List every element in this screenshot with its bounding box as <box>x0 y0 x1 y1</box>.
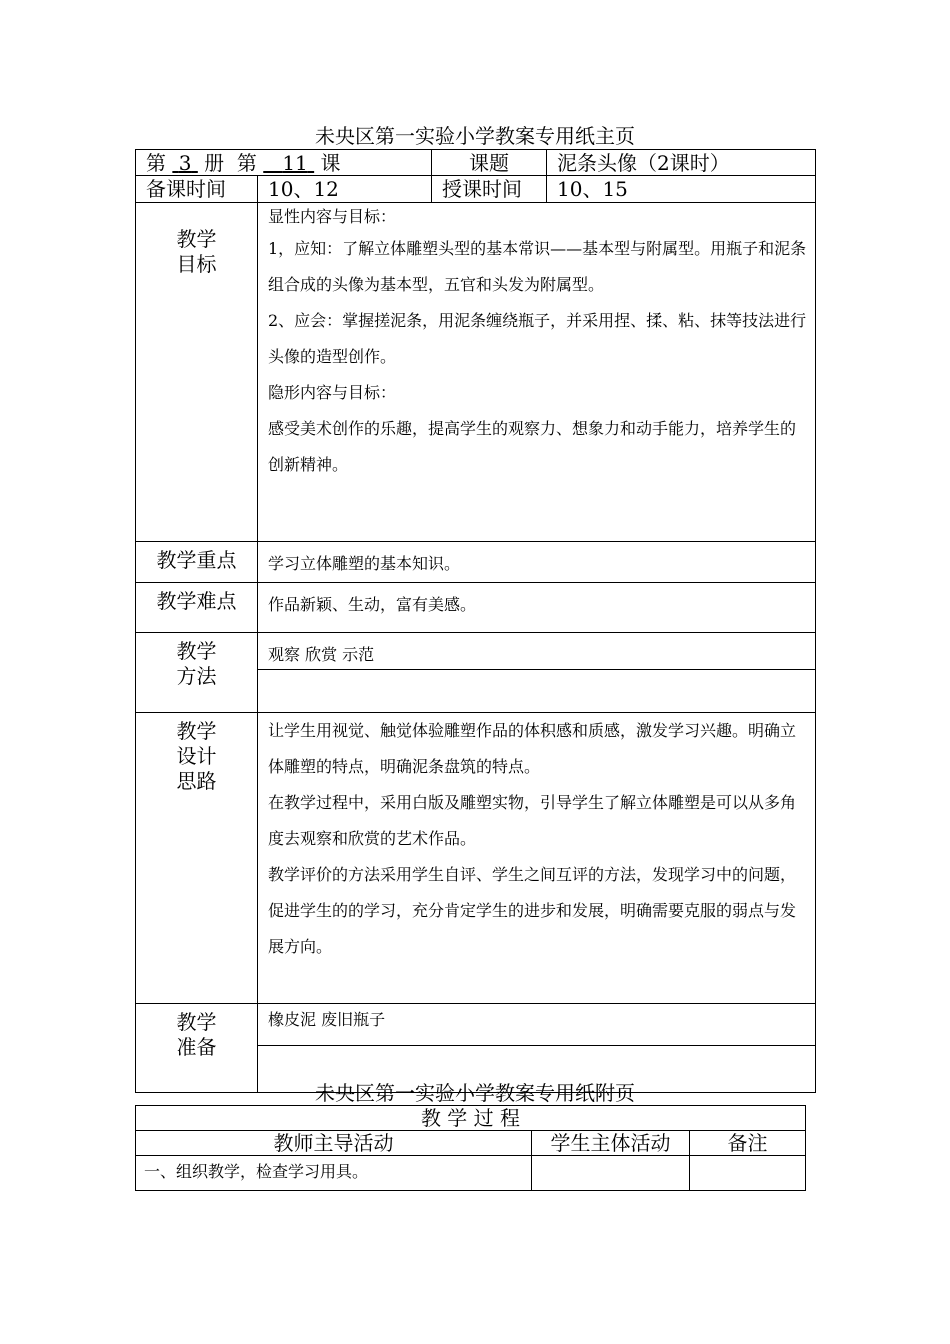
topic-value: 泥条头像（2课时） <box>547 150 816 176</box>
design-row <box>136 713 816 1004</box>
student-activity-1 <box>532 1156 690 1191</box>
process-heading: 教 学 过 程 <box>136 1106 806 1131</box>
prep-time-value: 10、12 <box>258 176 432 203</box>
goals-line: 隐形内容与目标： <box>268 383 397 402</box>
teach-time-label: 授课时间 <box>432 176 547 203</box>
prep-label: 教学 准备 <box>136 1004 258 1093</box>
sub-title: 未央区第一实验小学教案专用纸附页 <box>315 1081 635 1105</box>
design-line: 教学评价的方法采用学生自评、学生之间互评的方法，发现学习中的问题，促进学生的的学习，充分肯定学生的进步和发展，明确需要克服的弱点与发展方向。 <box>268 865 797 956</box>
goals-line: 2、应会：掌握搓泥条，用泥条缠绕瓶子，并采用捏、揉、粘、抹等技法进行头像的造型创作。 <box>268 311 807 366</box>
design-line: 让学生用视觉、触觉体验雕塑作品的体积感和质感，激发学习兴趣。明确立体雕塑的特点，明确泥条盘筑的特点。 <box>268 721 797 776</box>
goals-row <box>136 203 816 542</box>
method-empty-cell <box>258 670 816 713</box>
key-point-value: 学习立体雕塑的基本知识。 <box>258 542 816 583</box>
vol-mid: 册 <box>204 151 225 175</box>
topic-label: 课题 <box>432 150 547 176</box>
key-point-label: 教学重点 <box>136 542 258 583</box>
col-teacher: 教师主导活动 <box>136 1131 532 1156</box>
goals-label: 教学 目标 <box>136 203 258 542</box>
col-note: 备注 <box>690 1131 806 1156</box>
process-row-1 <box>136 1156 806 1191</box>
lesson-suffix: 课 <box>320 151 341 175</box>
col-student: 学生主体活动 <box>532 1131 690 1156</box>
prep-time-label: 备课时间 <box>136 176 258 203</box>
lesson-plan-table <box>135 149 816 1093</box>
teach-time-value: 10、15 <box>547 176 816 203</box>
lesson-number: 11 <box>282 151 308 175</box>
header-row-1 <box>136 150 816 176</box>
method-value: 观察 欣赏 示范 <box>258 633 816 670</box>
method-label: 教学 方法 <box>136 633 258 713</box>
prep-value: 橡皮泥 废旧瓶子 <box>258 1004 816 1046</box>
key-point-row <box>136 542 816 583</box>
volume-number: 3 <box>178 151 192 175</box>
header-row-2 <box>136 176 816 203</box>
process-columns-row <box>136 1131 806 1156</box>
page-title: 未央区第一实验小学教案专用纸主页 <box>315 124 635 148</box>
process-table <box>135 1105 806 1191</box>
goals-line: 显性内容与目标： <box>268 207 397 226</box>
teacher-activity-1: 一、组织教学，检查学习用具。 <box>136 1156 532 1191</box>
note-1 <box>690 1156 806 1191</box>
design-content <box>258 713 816 1004</box>
vol-prefix: 第 <box>146 151 166 175</box>
design-label: 教学 设计 思路 <box>136 713 258 1004</box>
goals-content <box>258 203 816 542</box>
lesson-prefix: 第 <box>236 151 257 175</box>
process-heading-row <box>136 1106 806 1131</box>
prep-row <box>136 1004 816 1046</box>
volume-lesson-cell <box>136 150 432 176</box>
method-row <box>136 633 816 670</box>
difficulty-value: 作品新颖、生动，富有美感。 <box>258 583 816 633</box>
difficulty-label: 教学难点 <box>136 583 258 633</box>
difficulty-row <box>136 583 816 633</box>
goals-line: 感受美术创作的乐趣，提高学生的观察力、想象力和动手能力，培养学生的创新精神。 <box>268 419 797 474</box>
design-line: 在教学过程中，采用白版及雕塑实物，引导学生了解立体雕塑是可以从多角度去观察和欣赏的艺术作品。 <box>268 793 797 848</box>
goals-line: 1，应知：了解立体雕塑头型的基本常识——基本型与附属型。用瓶子和泥条组合成的头像为基本型，五官和头发为附属型。 <box>268 239 807 294</box>
